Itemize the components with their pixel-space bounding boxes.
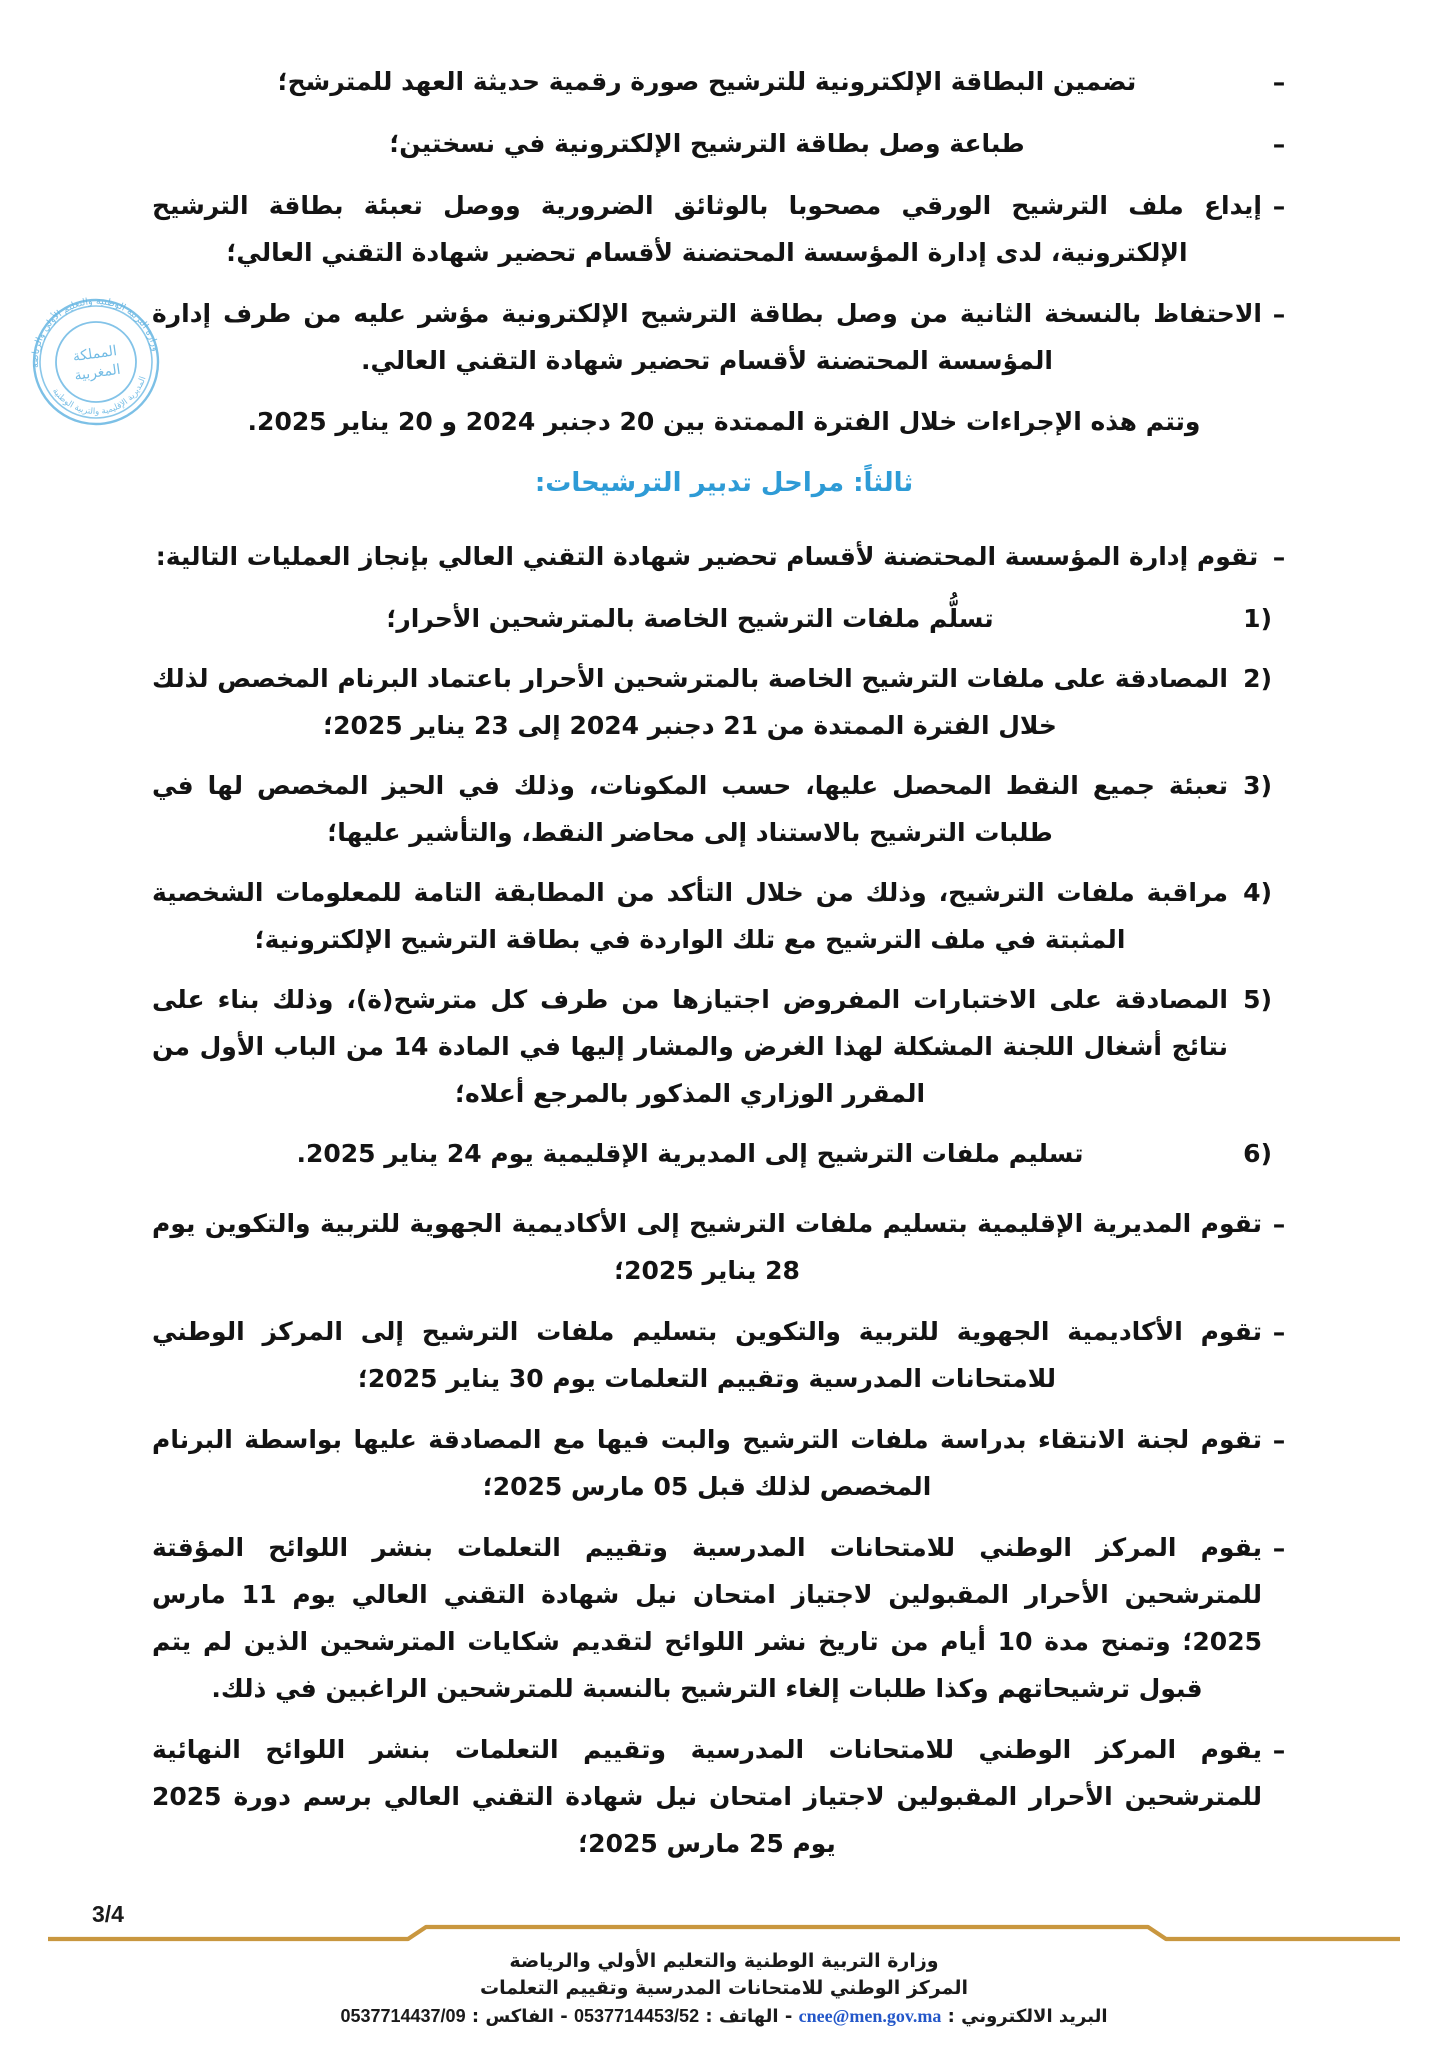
item-marker: 1) bbox=[1243, 604, 1272, 633]
bullet-text: طباعة وصل بطاقة الترشيح الإلكترونية في نسختين؛ bbox=[389, 129, 1025, 158]
bullet-text: تقوم الأكاديمية الجهوية للتربية والتكوين بتسليم ملفات الترشيح إلى المركز الوطني للامتحانات المدرسية وتقييم التعلمات يوم 30 يناير 2025؛ bbox=[152, 1317, 1262, 1393]
list-item bbox=[152, 120, 1296, 168]
item-text: تسليم ملفات الترشيح إلى المديرية الإقليمية يوم 24 يناير 2025. bbox=[296, 1139, 1084, 1168]
bullet-text: تقوم إدارة المؤسسة المحتضنة لأقسام تحضير شهادة التقني العالي بإنجاز العمليات التالية: bbox=[155, 542, 1259, 571]
list-item bbox=[152, 1308, 1296, 1402]
svg-text:المملكة: المملكة bbox=[71, 343, 118, 366]
bullet-dash-icon: – bbox=[1272, 192, 1286, 221]
list-item bbox=[152, 1524, 1296, 1712]
numbered-item bbox=[152, 869, 1296, 963]
bullet-text: تقوم المديرية الإقليمية بتسليم ملفات الترشيح إلى الأكاديمية الجهوية للتربية والتكوين يوم 28 يناير 2025؛ bbox=[152, 1209, 1262, 1285]
bullet-text: يقوم المركز الوطني للامتحانات المدرسية وتقييم التعلمات بنشر اللوائح النهائية للمترشحين الأحرار المقبولين لاجتياز امتحان نيل شهادة التقني العالي برسم دورة 2025 يوم 25 مارس 2025؛ bbox=[152, 1735, 1262, 1858]
item-text: المصادقة على الاختبارات المفروض اجتيازها من طرف كل مترشح(ة)، وذلك بناء على نتائج أشغال اللجنة المشكلة لهذا الغرض والمشار إليها في المادة 14 من الباب الأول من المقرر الوزاري المذكور بالمرجع أعلاه؛ bbox=[152, 985, 1229, 1108]
item-marker: 6) bbox=[1243, 1139, 1272, 1168]
bullet-dash-icon: – bbox=[1272, 68, 1286, 97]
list-item bbox=[152, 182, 1296, 276]
list-item bbox=[152, 290, 1296, 384]
list-item bbox=[152, 1200, 1296, 1294]
bullet-dash-icon: – bbox=[1272, 1210, 1286, 1239]
numbered-item bbox=[152, 762, 1296, 856]
item-text: تسلُّم ملفات الترشيح الخاصة بالمترشحين الأحرار؛ bbox=[386, 604, 994, 633]
numbered-item bbox=[152, 655, 1296, 749]
period-note: وتتم هذه الإجراءات خلال الفترة الممتدة بين 20 دجنبر 2024 و 20 يناير 2025. bbox=[247, 407, 1201, 436]
email-value[interactable]: cnee@men.gov.ma bbox=[798, 2006, 942, 2026]
item-marker: 3) bbox=[1243, 771, 1272, 800]
item-text: المصادقة على ملفات الترشيح الخاصة بالمترشحين الأحرار باعتماد البرنام المخصص لذلك خلال الفترة الممتدة من 21 دجنبر 2024 إلى 23 يناير 2025؛ bbox=[152, 664, 1228, 740]
item-text: تعبئة جميع النقط المحصل عليها، حسب المكونات، وذلك في الحيز المخصص لها في طلبات الترشيح بالاستناد إلى محاضر النقط، والتأشير عليها؛ bbox=[152, 771, 1228, 847]
numbered-item bbox=[152, 976, 1296, 1117]
item-marker: 4) bbox=[1243, 878, 1272, 907]
bullet-text: الاحتفاظ بالنسخة الثانية من وصل بطاقة الترشيح الإلكترونية مؤشر عليه من طرف إدارة المؤسسة المحتضنة لأقسام تحضير شهادة التقني العالي. bbox=[152, 299, 1262, 375]
bullet-text: إيداع ملف الترشيح الورقي مصحوبا بالوثائق الضرورية ووصل تعبئة بطاقة الترشيح الإلكترونية، لدى إدارة المؤسسة المحتضنة لأقسام تحضير شهادة التقني العالي؛ bbox=[152, 191, 1262, 267]
svg-text:المديرية الإقليمية والتربية ال: المديرية الإقليمية والتربية الوطنية bbox=[50, 375, 149, 418]
bullet-text: يقوم المركز الوطني للامتحانات المدرسية وتقييم التعلمات بنشر اللوائح المؤقتة للمترشحين الأحرار المقبولين لاجتياز امتحان نيل شهادة التقني العالي يوم 11 مارس 2025؛ وتمنح مدة 10 أيام من تاريخ نشر اللوائح لتقديم شكايات المترشحين الذين لم يتم قبول ترشيحاتهم وكذا طلبات إلغاء الترشيح بالنسبة للمترشحين الراغبين في ذلك. bbox=[152, 1533, 1262, 1703]
bullet-dash-icon: – bbox=[1272, 300, 1286, 329]
footer bbox=[0, 1948, 1448, 2031]
bullet-dash-icon: – bbox=[1272, 1534, 1286, 1563]
bullet-text: تضمين البطاقة الإلكترونية للترشيح صورة رقمية حديثة العهد للمترشح؛ bbox=[277, 67, 1137, 96]
numbered-item bbox=[152, 1130, 1296, 1177]
phone-value: 0537714453/52 bbox=[573, 2006, 700, 2026]
footer-contact-line bbox=[0, 2002, 1448, 2031]
item-text: مراقبة ملفات الترشيح، وذلك من خلال التأكد من المطابقة التامة للمعلومات الشخصية المثبتة في ملف الترشيح مع تلك الواردة في بطاقة الترشيح الإلكترونية؛ bbox=[152, 878, 1228, 954]
bullet-dash-icon: – bbox=[1272, 1426, 1286, 1455]
item-marker: 5) bbox=[1243, 985, 1272, 1014]
svg-text:المغربية: المغربية bbox=[73, 361, 122, 385]
bullet-dash-icon: – bbox=[1272, 543, 1286, 572]
separator-1: - bbox=[784, 2006, 793, 2027]
list-item bbox=[152, 58, 1296, 106]
list-item bbox=[152, 1726, 1296, 1867]
document-body bbox=[152, 58, 1296, 1881]
section-heading: ثالثاً: مراحل تدبير الترشيحات: bbox=[534, 468, 914, 498]
page-number: 3/4 bbox=[92, 1901, 124, 1927]
email-label: البريد الالكتروني : bbox=[947, 2006, 1108, 2027]
bullet-text: تقوم لجنة الانتقاء بدراسة ملفات الترشيح والبت فيها مع المصادقة عليها بواسطة البرنام المخصص لذلك قبل 05 مارس 2025؛ bbox=[152, 1425, 1262, 1501]
footer-ministry: وزارة التربية الوطنية والتعليم الأولي والرياضة bbox=[509, 1950, 939, 1972]
bullet-dash-icon: – bbox=[1272, 130, 1286, 159]
svg-text:وزارة التربية الوطنية والتعليم: وزارة التربية الوطنية والتعليم الأولي والرياضة bbox=[29, 295, 161, 369]
bullet-dash-icon: – bbox=[1272, 1736, 1286, 1765]
phone-label: الهاتف : bbox=[705, 2006, 779, 2027]
list-item bbox=[152, 533, 1296, 581]
separator-2: - bbox=[560, 2006, 568, 2027]
footer-divider bbox=[48, 1920, 1400, 1946]
bullet-dash-icon: – bbox=[1272, 1318, 1286, 1347]
list-item bbox=[152, 1416, 1296, 1510]
numbered-item bbox=[152, 595, 1296, 642]
fax-value: 0537714437/09 bbox=[340, 2006, 466, 2026]
fax-label: الفاكس : bbox=[471, 2006, 554, 2027]
item-marker: 2) bbox=[1243, 664, 1272, 693]
footer-center: المركز الوطني للامتحانات المدرسية وتقييم التعلمات bbox=[480, 1977, 968, 1999]
